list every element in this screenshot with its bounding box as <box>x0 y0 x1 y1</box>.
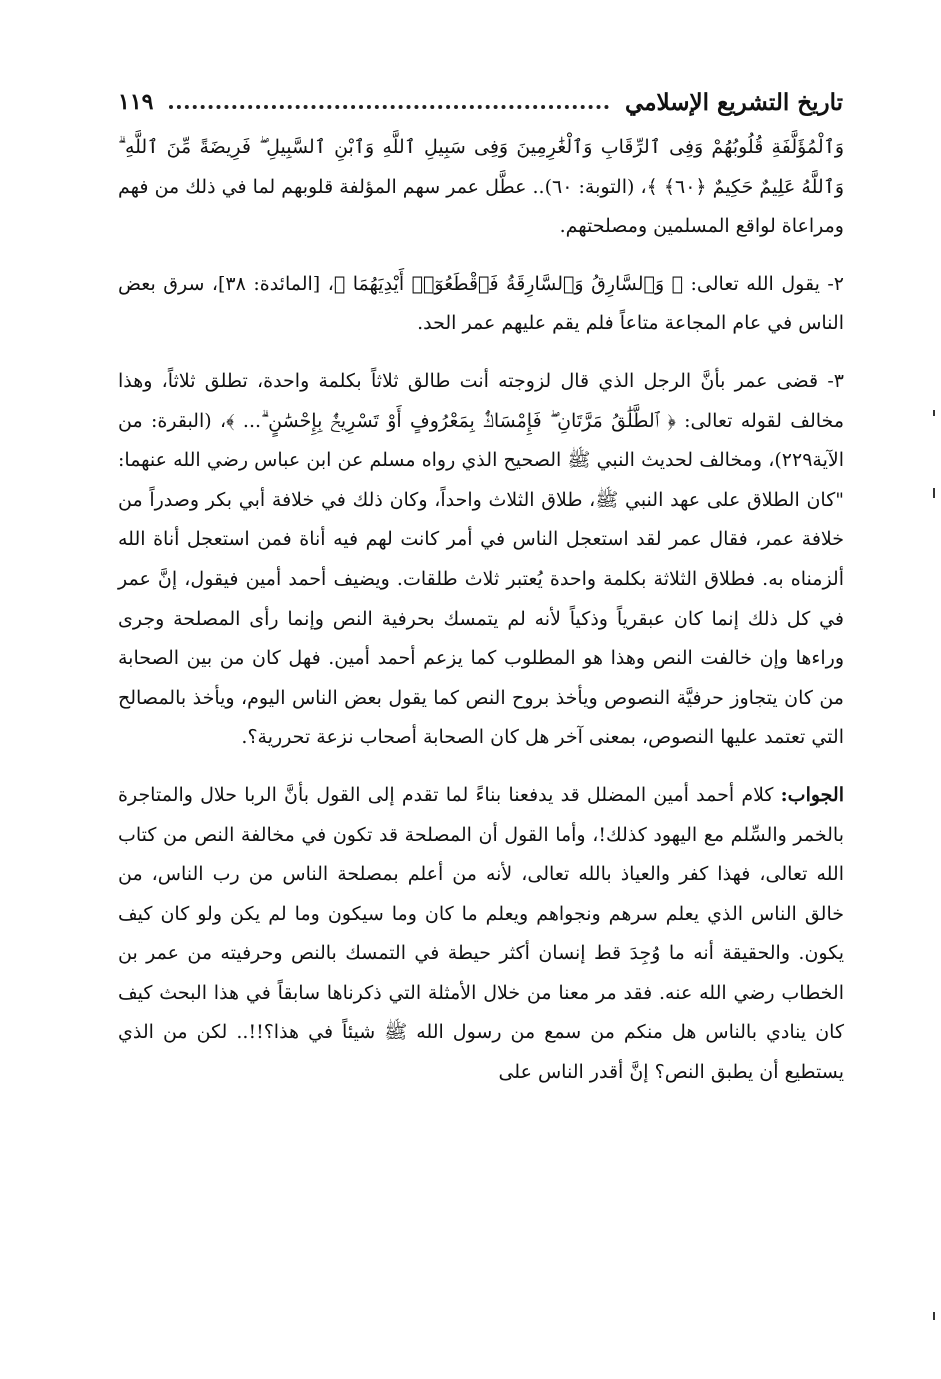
paragraph-quran-continuation: وَٱلْمُؤَلَّفَةِ قُلُوبُهُمْ وَفِى ٱلرِّقَابِ وَٱلْغَٰرِمِينَ وَفِى سَبِيلِ ٱللَّهِ وَٱبْنِ ٱلسَّبِيلِ ۖ فَرِيضَةً مِّنَ ٱللَّهِ ۗ وَٱللَّهُ عَلِيمٌ حَكِيمٌ ﴿٦٠﴾ ﴾، (التوبة: ٦٠).. عطَّل عمر سهم المؤلفة قلوبهم لما في ذلك من فهم ومراعاة لواقع المسلمين ومصلحتهم. <box>118 136 844 238</box>
margin-speck <box>933 410 935 416</box>
book-title: تاريخ التشريع الإسلامي <box>625 88 843 116</box>
answer-text: كلام أحمد أمين المضلل قد يدفعنا بناءً لما تقدم إلى القول بأنَّ الربا حلال والمتاجرة بالخمر والسِّلم مع اليهود كذلك!، وأما القول أن المصلحة قد تكون في مخالفة النص من كتاب الله تعالى، فهذا كفر والعياذ بالله تعالى، لأنه من أعلم بمصلحة الناس من رب الناس، من خالق الناس الذي يعلم سرهم ونجواهم ويعلم ما كان وما سيكون وما لم يكن ولو كان كيف يكون. والحقيقة أنه ما وُجِدَ قط إنسان أكثر حيطة في التمسك بالنص وحرفيته من عمر بن الخطاب رضي الله عنه. فقد مر معنا من خلال الأمثلة التي ذكرناها سابقاً في هذا البحث كيف كان ينادي بالناس هل منكم من سمع من رسول الله ﷺ شيئاً في هذا؟!!.. لكن من الذي يستطيع أن يطبق النص؟ إنَّ أقدر الناس على <box>118 783 844 1084</box>
paragraph-item-3: ٣- قضى عمر بأنَّ الرجل الذي قال لزوجته أنت طالق ثلاثاً بكلمة واحدة، تطلق ثلاثاً، وهذا مخالف لقوله تعالى: ﴿ ٱلطَّلَٰقُ مَرَّتَانِ ۖ فَإِمْسَاكٌۢ بِمَعْرُوفٍ أَوْ تَسْرِيحٌۢ بِإِحْسَٰنٍ ۗ... ﴾، (البقرة: من الآية٢٢٩)، ومخالف لحديث النبي ﷺ الصحيح الذي رواه مسلم عن ابن عباس رضي الله عنهما: "كان الطلاق على عهد النبي ﷺ، طلاق الثلاث واحداً، وكان ذلك في خلافة أبي بكر وصدراً من خلافة عمر، فقال عمر لقد استعجل الناس في أمر كانت لهم فيه أناة فمن استعجل أناة الله ألزمناه به. فطلاق الثلاثة بكلمة واحدة يُعتبر ثلاث طلقات. ويضيف أحمد أمين فيقول، إنَّ عمر في كل ذلك إنما كان عبقرياً وذكياً لأنه لم يتمسك بحرفية النص وإنما رأى المصلحة وجرى وراءها وإن خالفت النص وهذا هو المطلوب كما يزعم أحمد أمين. فهل كان من بين الصحابة من كان يتجاوز حرفيَّة النصوص ويأخذ بروح النص كما يقول بعض الناس اليوم، ويأخذ بالمصالح التي تعتمد عليها النصوص، بمعنى آخر هل كان الصحابة أصحاب نزعة تحررية؟. <box>118 369 844 749</box>
margin-speck <box>933 1312 935 1320</box>
answer-label: الجواب: <box>780 783 844 806</box>
paragraph-answer <box>118 776 844 1093</box>
paragraph-item-2: ٢- يقول الله تعالى: ﴿ وَٱلسَّارِقُ وَٱلسَّارِقَةُ فَٱقْطَعُوٓا۟ أَيْدِيَهُمَا ﴾، [المائدة: ٣٨]، سرق بعض الناس في عام المجاعة متاعاً فلم يقم عليهم عمر الحد. <box>118 272 844 335</box>
page-number: ١١٩ <box>118 89 154 115</box>
page-body <box>118 128 844 1093</box>
margin-speck <box>933 488 935 498</box>
header-dotted-leader <box>169 95 609 109</box>
running-header <box>118 82 843 122</box>
